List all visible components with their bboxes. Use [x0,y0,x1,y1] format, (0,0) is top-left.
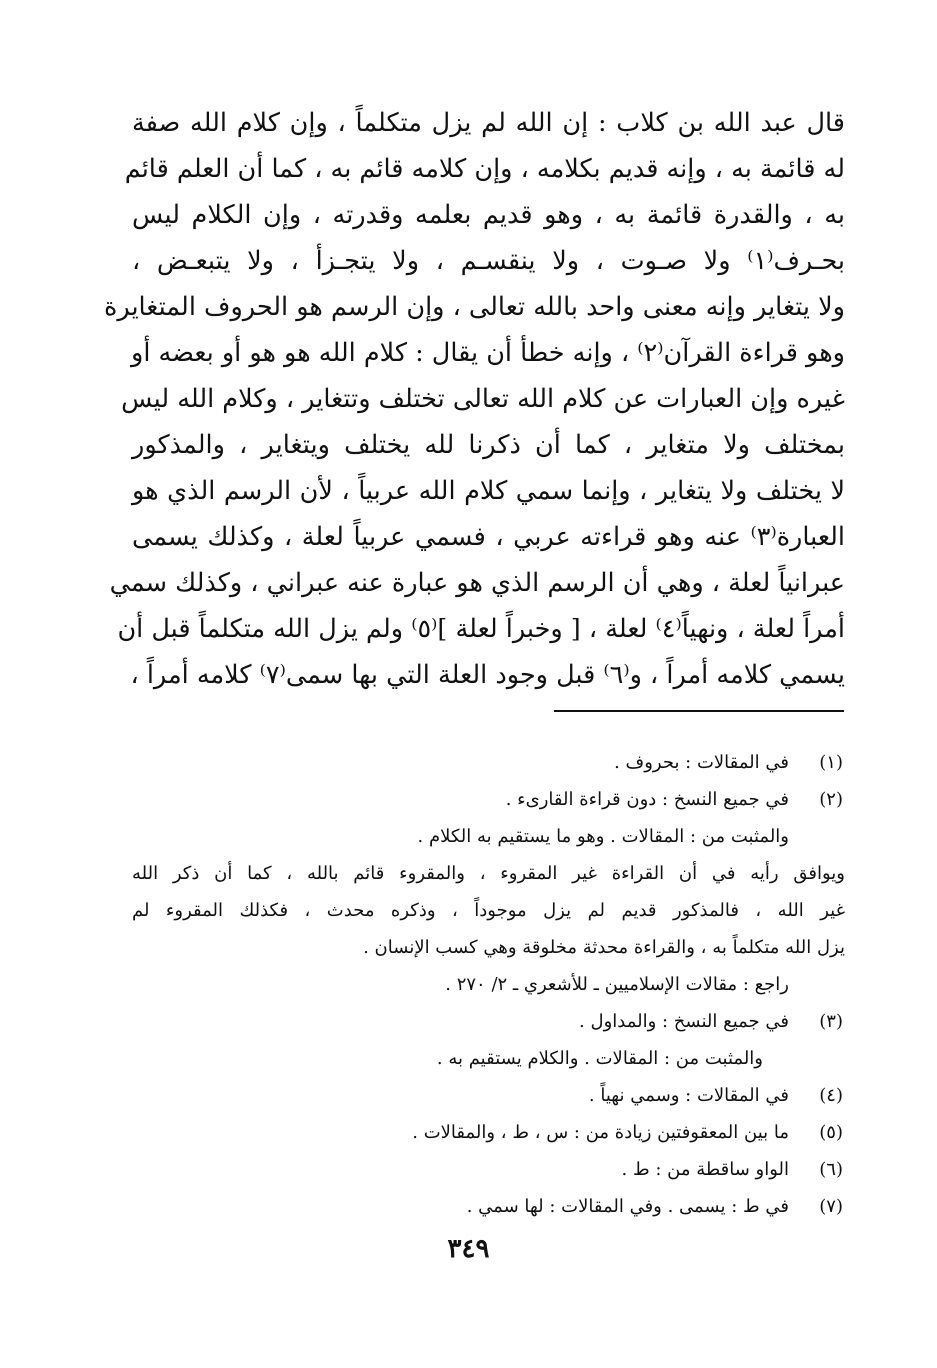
footnote-number: (١) [819,752,843,773]
footnote-text: في جميع النسخ : دون قراءة القارىء . [505,789,789,810]
footnote-number: (٤) [819,1085,843,1106]
page-number: ٣٤٩ [447,1234,490,1264]
body-line: العبارة⁽٣⁾ عنه وهو قراءته عربي ، فسمي عربياً لعلة ، وكذلك يسمى [132,522,845,552]
footnote-number: (٥) [819,1122,843,1143]
footnote-continuation: والمثبت من : المقالات . وهو ما يستقيم به الكلام . [417,826,789,847]
footnote-text: في ط : يسمى . وفي المقالات : لها سمي . [466,1196,789,1217]
body-line: له قائمة به ، وإنه قديم بكلامه ، وإن كلامه قائم به ، كما أن العلم قائم [124,154,845,184]
footnote-number: (٣) [819,1011,843,1032]
footnote-text: في المقالات : بحروف . [614,752,789,773]
body-line: أمراً لعلة ، ونهياً⁽٤⁾ لعلة ، [ وخبراً لعلة ]⁽٥⁾ ولم يزل الله متكلماً قبل أن [117,614,845,644]
body-line: بمختلف ولا متغاير ، كما أن ذكرنا لله يختلف ويتغاير ، والمذكور [132,430,845,460]
body-line: ولا يتغاير وإنه معنى واحد بالله تعالى ، وإن الرسم هو الحروف المتغايرة [104,292,845,322]
footnotes [132,744,845,1225]
footnote-continuation: ويوافق رأيه في أن القراءة غير المقروء ، والمقروء قائم بالله ، كما أن ذكر الله [132,863,845,884]
body-line: يسمي كلامه أمراً ، و⁽٦⁾ قبل وجود العلة التي بها سمى⁽٧⁾ كلامه أمراً ، [130,660,845,690]
footnote-text: في جميع النسخ : والمداول . [579,1011,789,1032]
footnote-4 [132,1077,845,1114]
body-line: غيره وإن العبارات عن كلام الله تعالى تختلف وتتغاير ، وكلام الله ليس [121,384,845,414]
body-line: وهو قراءة القرآن⁽٢⁾ ، وإنه خطأ أن يقال : كلام الله هو هو أو بعضه أو [131,338,845,368]
footnote-2 [132,781,845,818]
body-line: بحـرف⁽١⁾ ولا صـوت ، ولا ينقسـم ، ولا يتجـزأ ، ولا يتبعـض ، [132,246,845,276]
footnote-continuation: يزل الله متكلماً به ، والقراءة محدثة مخلوقة وهي كسب الإنسان . [363,937,845,958]
footnote-text: ما بين المعقوفتين زيادة من : س ، ط ، والمقالات . [412,1122,789,1143]
footnote-number: (٦) [819,1159,843,1180]
body-line: به ، والقدرة قائمة به ، وهو قديم بعلمه وقدرته ، وإن الكلام ليس [132,200,845,230]
body-text [104,100,845,698]
footnote-number: (٢) [819,789,843,810]
footnote-3 [132,1003,845,1040]
body-line: عبرانياً لعلة ، وهي أن الرسم الذي هو عبارة عنه عبراني ، وكذلك سمي [109,568,845,598]
footnote-text: في المقالات : وسمي نهياً . [588,1085,789,1106]
footnote-7 [132,1188,845,1225]
footnote-continuation: غير الله ، فالمذكور قديم لم يزل موجوداً ، وذكره محدث ، فكذلك المقروء لم [132,900,845,921]
body-line: لا يختلف ولا يتغاير ، وإنما سمي كلام الله عربياً ، لأن الرسم الذي هو [132,476,845,506]
footnote-continuation: والمثبت من : المقالات . والكلام يستقيم به . [436,1048,763,1069]
footnote-separator [554,710,844,712]
footnote-1 [132,744,845,781]
footnote-6 [132,1151,845,1188]
footnote-continuation: راجع : مقالات الإسلاميين ـ للأشعري ـ ٢/ ٢٧٠ . [445,974,789,995]
footnote-5 [132,1114,845,1151]
footnote-text: الواو ساقطة من : ط . [621,1159,789,1180]
footnote-number: (٧) [819,1196,843,1217]
body-line: قال عبد الله بن كلاب : إن الله لم يزل متكلماً ، وإن كلام الله صفة [132,108,845,138]
